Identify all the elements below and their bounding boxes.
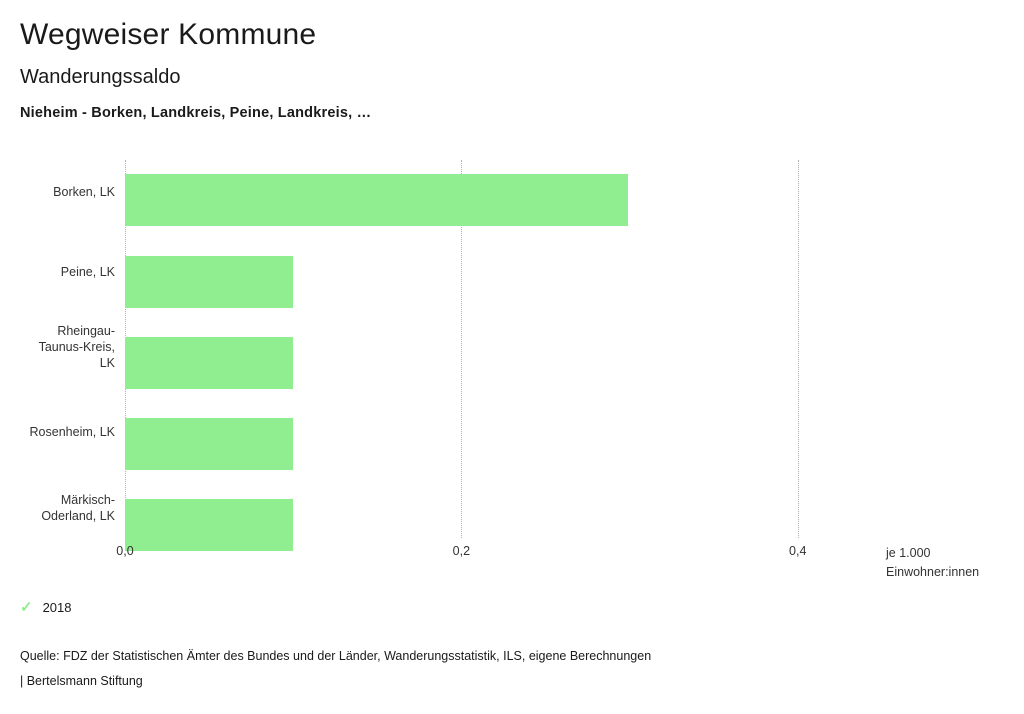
category-label-line: Rosenheim, LK	[29, 425, 115, 439]
bar-peine-lk[interactable]	[125, 256, 293, 308]
category-label	[5, 424, 115, 440]
category-label	[5, 492, 115, 524]
chart-subtitle: Wanderungssaldo	[20, 66, 181, 88]
category-label-line: Oderland, LK	[41, 509, 115, 523]
axis-unit-line1: je 1.000	[886, 546, 931, 560]
source-note-line2: | Bertelsmann Stiftung	[20, 674, 143, 688]
page-title: Wegweiser Kommune	[20, 18, 317, 51]
category-label-line: Märkisch-	[60, 493, 115, 507]
category-label-line: Borken, LK	[53, 185, 115, 199]
chart-caption: Nieheim - Borken, Landkreis, Peine, Landkreis, …	[20, 105, 372, 121]
category-axis-labels	[0, 160, 115, 538]
category-label-line: Peine, LK	[60, 265, 115, 279]
category-label-line: Rheingau-	[57, 324, 115, 338]
bar-rosenheim-lk[interactable]	[125, 418, 293, 470]
x-tick-label: 0,0	[116, 544, 134, 558]
category-label	[5, 264, 115, 280]
x-tick-label: 0,4	[789, 544, 807, 558]
category-label-line: Taunus-Kreis,	[38, 340, 115, 354]
category-label	[5, 184, 115, 200]
legend-item-label: 2018	[42, 600, 72, 615]
axis-unit-line2: Einwohner:innen	[886, 565, 980, 579]
bar-rheingau-taunus-kreis-lk[interactable]	[125, 337, 293, 389]
bar-borken-lk[interactable]	[125, 174, 628, 226]
gridline-2	[798, 160, 799, 538]
x-tick-label: 0,2	[452, 544, 471, 558]
legend[interactable]	[20, 600, 72, 615]
category-label	[5, 323, 115, 371]
x-axis	[0, 544, 1024, 584]
category-label-line: LK	[99, 356, 115, 370]
axis-unit-label	[886, 544, 979, 582]
check-icon: ✓	[20, 599, 33, 616]
source-note-line1: Quelle: FDZ der Statistischen Ämter des Bundes und der Länder, Wanderungsstatistik, ILS, eigene Berechnungen	[20, 649, 652, 663]
plot-area	[125, 160, 865, 538]
